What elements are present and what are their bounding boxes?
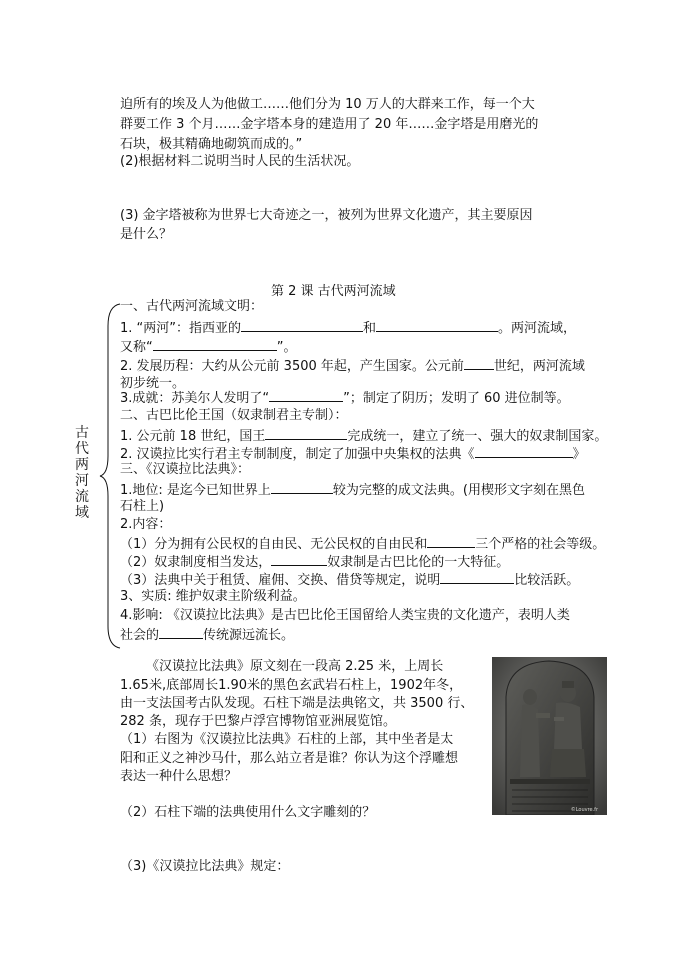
item-j2: 2. 汉谟拉比实行君主专制制度，制定了加强中央集权的法典《 》 [120, 444, 586, 464]
blank[interactable] [464, 356, 494, 370]
item-k1a: 1.地位: 是迄今已知世界上 较为完整的成文法典。(用楔形文字刻在黑色 [120, 480, 585, 500]
hammurabi-stele-photo [492, 657, 607, 815]
blank[interactable] [271, 552, 327, 566]
question-3b: （3)《汉谟拉比法典》规定： [120, 859, 290, 874]
blank[interactable] [440, 570, 514, 584]
item-2b: 初步统一。 [120, 376, 186, 391]
item-k1b: 石柱上) [120, 499, 165, 514]
question-3: (3) 金字塔被称为世界七大奇迹之一，被列为世界文化遗产，其主要原因 [120, 208, 533, 223]
blank[interactable] [269, 388, 343, 402]
item-k2: 2.内容： [120, 517, 172, 532]
item-2a: 2. 发展历程：大约从公元前 3500 年起，产生国家。公元前 世纪，两河流域 [120, 356, 585, 376]
text-line: 石块，极其精确地砌筑而成的。” [120, 137, 303, 152]
item-1a: 1. “两河”：指西亚的 和 。两河流域， [120, 318, 576, 338]
material-line: 282 条，现存于巴黎卢浮宫博物馆亚洲展览馆。 [120, 714, 396, 729]
section-3-heading: 三、《汉谟拉比法典》： [120, 462, 251, 477]
material-line: 1.65米,底部周长1.90米的黑色玄武岩石柱上，1902年冬， [120, 678, 463, 693]
blank[interactable] [241, 318, 363, 332]
material-line: 《汉谟拉比法典》原文刻在一段高 2.25 米，上周长 [146, 659, 444, 674]
material-line: 由一支法国考古队发现。石柱下端是法典铭文，共 3500 行、 [120, 696, 474, 711]
blank[interactable] [265, 426, 347, 440]
question-2b: （2）石柱下端的法典使用什么文字雕刻的？ [120, 805, 376, 820]
item-k2a: （1）分为拥有公民权的自由民、无公民权的自由民和 三个严格的社会等级。 [120, 534, 605, 554]
text-line: 群要工作 3 个月……金字塔本身的建造用了 20 年……金字塔是用磨光的 [120, 117, 539, 132]
blank[interactable] [376, 318, 498, 332]
lesson-title: 第 2 课 古代两河流域 [271, 284, 396, 299]
item-1b: 又称“ ”。 [120, 337, 297, 357]
photo-caption: ©Louvre.fr [570, 807, 598, 813]
section-2-heading: 二、古巴比伦王国（奴隶制君主专制）： [120, 408, 348, 423]
item-k4a: 4.影响: 《汉谟拉比法典》是古巴比伦王国留给人类宝贵的文化遗产，表明人类 [120, 608, 570, 623]
item-j1: 1. 公元前 18 世纪，国王 完成统一，建立了统一、强大的奴隶制国家。 [120, 426, 607, 446]
question-1-cont: 阳和正义之神沙马什，那么站立者是谁？你认为这个浮雕想 [120, 751, 459, 766]
blank[interactable] [271, 480, 333, 494]
item-k4b: 社会的 传统源远流长。 [120, 625, 294, 645]
item-k3: 3、实质: 维护奴隶主阶级利益。 [120, 589, 306, 604]
question-1-cont: 表达一种什么思想？ [120, 769, 238, 784]
blank[interactable] [475, 444, 573, 458]
section-1-heading: 一、古代两河流域文明： [120, 299, 264, 314]
blank[interactable] [427, 534, 475, 548]
blank[interactable] [159, 625, 203, 639]
blank[interactable] [153, 337, 277, 351]
question-3-cont: 是什么？ [120, 227, 173, 242]
text-line: 迫所有的埃及人为他做工……他们分为 10 万人的大群来工作，每一个大 [120, 97, 535, 112]
side-label: 古 代 两 河 流 域 [75, 425, 89, 521]
item-k2b: （2）奴隶制度相当发达， 奴隶制是古巴比伦的一大特征。 [120, 552, 509, 572]
item-k2c: （3）法典中关于租赁、雇佣、交换、借贷等规定，说明 比较活跃。 [120, 570, 579, 590]
question-2: (2)根据材料二说明当时人民的生活状况。 [120, 154, 360, 169]
question-1: （1）右图为《汉谟拉比法典》石柱的上部，其中坐者是太 [120, 732, 454, 747]
item-3: 3.成就：苏美尔人发明了“ ”；制定了阴历；发明了 60 进位制等。 [120, 388, 570, 408]
